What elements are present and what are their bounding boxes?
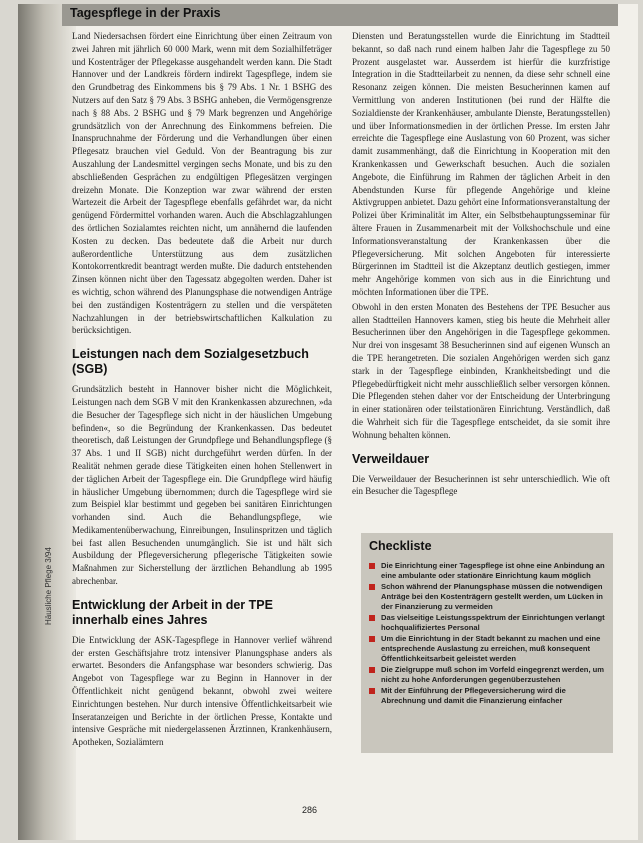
body-paragraph: Diensten und Beratungsstellen wurde die Einrichtung im Stadtteil bekannt, so daß nach rund einem halben Jahr die Tagespflege zu 50 Prozent ausgelastet war. Ausserdem ist hierfür die kurzfristige Integration in die Stadtteilarbeit zu nennen, da diese sehr schnell eine Resonanz zeigen können. Die meisten Besucherinnen kamen auf Vermittlung von anderen Institutionen (bei rund der Hälfte die Sozialdienste der Krankenhäuser, ambulante Dienste, Beratungsstellen) und über Informationsmedien in der örtlichen Presse. Im ersten Jahr erreichte die Tagespflege eine Auslastung von 60 Prozent, was sicher damit zusammenhängt, daß die Einrichtung in Kooperation mit den Krankenkassen und Gewerkschaft besuchen. Auch die sozialen Angebote, die Einführung im Rahmen der täglichen Arbeit in den Abendstunden Kurse für pflegende Angehörige und kleine Aktivgruppen anbietet. Dazu gehört eine Informationsveranstaltung der Polizei über Kriminalität im Alter, ein Selbstbehauptungsseminar für ältere Frauen in Zusammenarbeit mit der Volkshochschule und eine Informationsveranstaltung der Krankenkassen über die Pflegeversicherung. Mit solchen Angeboten für interessierte Bürgerinnen im Stadtteil ist die Akzeptanz deutlich gestiegen, immer mehr Angehörige kommen von sich aus in die Einrichtung und möchten Informationen über die TPE. [352, 31, 610, 297]
red-square-bullet-icon [369, 584, 375, 590]
checklist-item: Die Zielgruppe muß schon im Vorfeld eingegrenzt werden, um nicht zu hohe Anforderungen gegenüberzustehen [369, 665, 605, 685]
section-heading-sgb: Leistungen nach dem Sozialgesetzbuch (SGB) [72, 347, 309, 377]
checklist-title: Checkliste [369, 539, 432, 553]
section-heading-verweildauer: Verweildauer [352, 451, 430, 466]
body-paragraph: Land Niedersachsen fördert eine Einrichtung über einen Zeitraum von zwei Jahren mit jährlich 60 000 Mark, wenn mit dem Sozialhilfeträger und Kostenträger der Pflegekasse ausgehandelt werden kann. Die Stadt Hannover und der Landkreis fördern indirekt Tagespflege, indem sie den Grundbetrag des Einkommens bis § 79 Abs. 1 Nr. 1 BSHG des Nutzers auf den Satz § 79 Abs. 3 BSHG anheben, die Vermögensgrenze nach § 88 Abs. 2 BSHG und § 79 Mark begrenzen und Angehörige grundsätzlich von der Anrechnung des Einkommens befreien. Die Inanspruchnahme der Förderung und die Verhandlungen über einen Pflegesatz brauchen viel Geduld. Von der Beantragung bis zur Auszahlung der Landesmittel vergingen sechs Monate, und bis zu den abschließenden Gesprächen zu endgültigen Pflegesätzen vergingen dreizehn Monate. Die Konzeption war zwar während der ersten Wartezeit die Arbeit der Tagespflege ebenfalls gefährdet war, da nicht genügend Fördermittel vorhanden waren. Auch die Abschlagzahlungen des örtlichen Sozialamtes reichten nicht, um annähernd die laufenden Kosten zu decken. Das bedeutete daß die Arbeit nur durch außerordentliche Unterstützung aus dem zusätzlichen Kontokorrentkredit beantragt werden mußte. Die dadurch entstehenden Zinsen können nicht über den Tagessatz abgegolten werden. Daher ist es wichtig, schon während des Planungsphase die notwendigen Anträge bei den zuständigen Kostenträgern zu stellen und die verspäteten Nachzahlungen in der betriebswirtschaftlichen Kalkulation zu berücksichtigen. [72, 31, 332, 336]
checklist-box [361, 533, 613, 753]
checklist-item: Die Einrichtung einer Tagespflege ist ohne eine Anbindung an eine ambulante oder stationäre Einrichtung kaum möglich [369, 561, 605, 581]
body-paragraph: Grundsätzlich besteht in Hannover bisher nicht die Möglichkeit, Leistungen nach dem SGB V mit den Krankenkassen abzurechnen, »da die Besucher der Tagespflege sich nicht in der häuslichen Umgebung befinden«, so die Begründung der Krankenkassen. Das bedeutet theoretisch, daß Leistungen der Grundpflege und Behandlungspflege (§ 37 Abs. 1 und II SGB) nicht durchgeführt werden dürfen. In der Realität nehmen gerade diese Tätigkeiten einen hohen Stellenwert in der täglichen Arbeit der Tagespflege ein. Die Grundpflege wird häufig in häuslicher Umgebung übernommen; durch die Tagespflege wird sie zum Beispiel klar bestimmt und gegeben bei sanitären Einrichtungen vorhanden sind. Auch die Behandlungspflege, wie Medikamentenüberwachung, Einreibungen, Insulinspritzen und täglich bei fast allen Besuchenden unumgänglich. Sie ist und hält sich Ausbildung der Pflegeversicherung pflegerische Tätigkeiten sowie Maßnahmen zur Sicherstellung der ärztlichen Behandlung ab 1995 abrechenbar. [72, 384, 332, 587]
checklist-item: Um die Einrichtung in der Stadt bekannt zu machen und eine entsprechende Auslastung zu erreichen, muß konsequent Öffentlichkeitsarbeit geleistet werden [369, 634, 605, 664]
section-heading-entwicklung: Entwicklung der Arbeit in der TPE innerhalb eines Jahres [72, 597, 273, 627]
checklist-item: Das vielseitige Leistungsspektrum der Einrichtungen verlangt hochqualifiziertes Personal [369, 613, 605, 633]
body-paragraph: Obwohl in den ersten Monaten des Bestehens der TPE Besucher aus allen Stadtteilen Hannovers kamen, stieg bis heute die Mehrheit aller Besucherinnen über den Angehörigen in die Tagespflege gekommen. Nur drei von insgesamt 38 Besucherinnen sind auf eigenen Wunsch an die TPE herangetreten. Die sozialen Angehörigen werden sich ganz stark in der Tagespflege einbinden, Krankheitsbedingt und die Pflegebedürftigkeit nicht mehr ausschließlich selber versorgen können. Die Pflegenden stehen daher vor der Entscheidung der Unterbringung in einer stationären oder teilstationären Einrichtung. Verständlich, daß die Wahrheit sich für die Tagespflege entscheidet, da sie somit ihre Wohnung behalten können. [352, 301, 610, 440]
red-square-bullet-icon [369, 563, 375, 569]
checklist-item: Schon während der Planungsphase müssen die notwendigen Anträge bei den Kostenträgern gestellt werden, um Lücken in der Finanzierung zu vermeiden [369, 582, 605, 612]
checklist-list [369, 561, 605, 706]
publication-credit: Häusliche Pflege 3/94 [44, 547, 53, 625]
red-square-bullet-icon [369, 667, 375, 673]
red-square-bullet-icon [369, 615, 375, 621]
body-paragraph: Die Verweildauer der Besucherinnen ist sehr unterschiedlich. Wie oft ein Besucher die Tagespflege [352, 473, 610, 497]
right-column [352, 30, 610, 500]
body-paragraph: Die Entwicklung der ASK-Tagespflege in Hannover verlief während der ersten Geschäftsjahre trotz intensiver Planungsphase anders als erwartet. Besonders die Anfangsphase war besonders schwierig. Das Angebot von Tagespflege war zu Beginn in Hannover in der Öffentlichkeit nicht genügend bekannt, obwohl zwei weitere Einrichtungen bestehen. Nur durch intensive Öffentlichkeitsarbeit wie Inseratanzeigen und Berichte in der örtlichen Presse, Kontakte und intensive Gespräche mit niedergelassenen Ärztinnen, Krankenhäusern, Apotheken, Sozialämtern [72, 634, 332, 748]
left-column [72, 30, 332, 751]
page-number: 286 [302, 805, 318, 815]
section-title: Tagespflege in der Praxis [70, 6, 221, 20]
red-square-bullet-icon [369, 688, 375, 694]
red-square-bullet-icon [369, 636, 375, 642]
checklist-item: Mit der Einführung der Pflegeversicherung wird die Abrechnung und damit die Finanzierung einfacher [369, 686, 605, 706]
page-gutter-shadow [18, 4, 76, 840]
